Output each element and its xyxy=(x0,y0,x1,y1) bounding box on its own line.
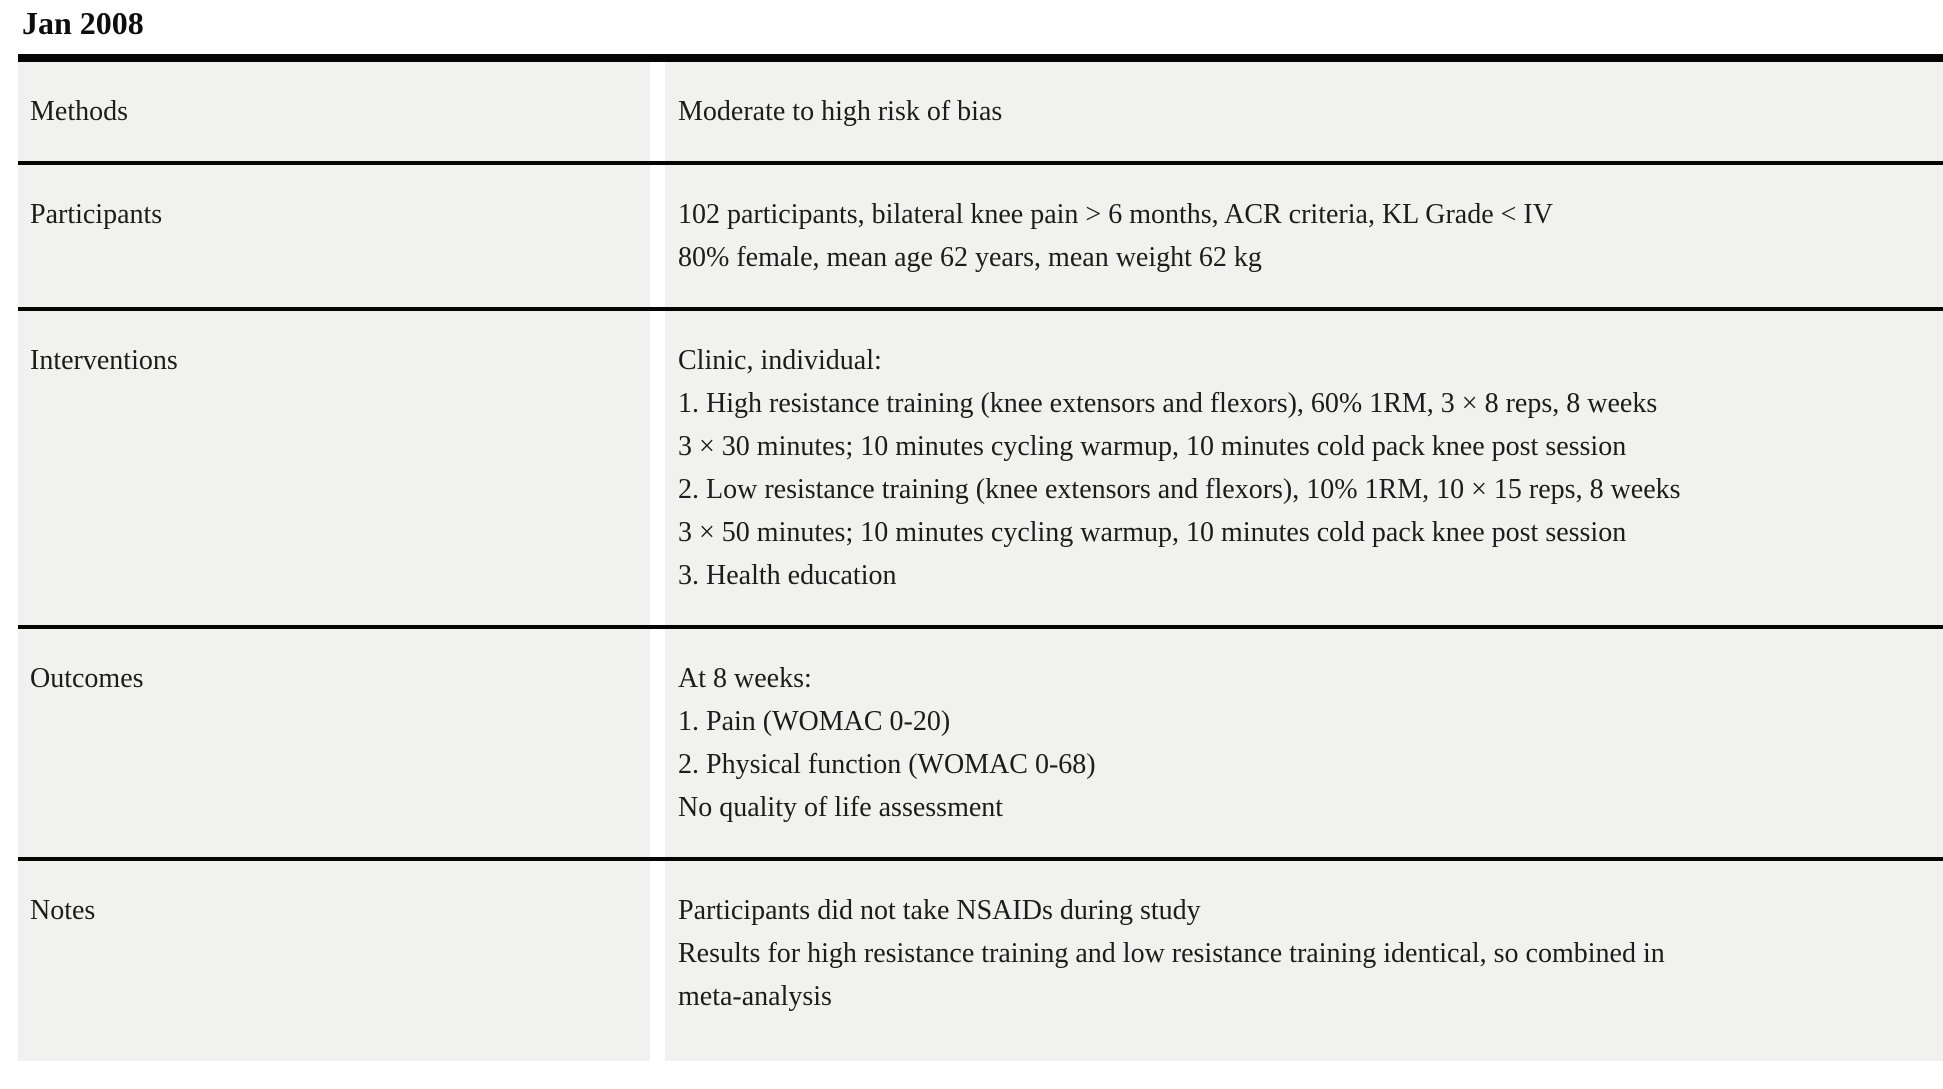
table-row-methods xyxy=(18,62,1943,165)
study-characteristics-table xyxy=(18,54,1943,1061)
content-line: 3. Health education xyxy=(678,560,897,591)
row-label-participants: Participants xyxy=(18,165,650,307)
row-content-notes xyxy=(665,861,1943,1061)
row-label-interventions: Interventions xyxy=(18,311,650,625)
content-line: Clinic, individual: xyxy=(678,345,882,376)
row-content-participants xyxy=(665,165,1943,307)
content-line: meta-analysis xyxy=(678,981,832,1012)
content-line: 2. Low resistance training (knee extensors and flexors), 10% 1RM, 10 × 15 reps, 8 weeks xyxy=(678,474,1681,505)
row-label-notes: Notes xyxy=(18,861,650,1061)
content-line: At 8 weeks: xyxy=(678,663,812,694)
content-line: Results for high resistance training and low resistance training identical, so combined in xyxy=(678,938,1665,969)
content-line: 102 participants, bilateral knee pain > 6 months, ACR criteria, KL Grade < IV xyxy=(678,199,1553,230)
row-label-outcomes: Outcomes xyxy=(18,629,650,857)
table-row-interventions xyxy=(18,311,1943,629)
content-line: 3 × 50 minutes; 10 minutes cycling warmup, 10 minutes cold pack knee post session xyxy=(678,517,1627,548)
column-gap xyxy=(650,311,665,625)
content-line: No quality of life assessment xyxy=(678,792,1004,823)
column-gap xyxy=(650,629,665,857)
table-row-notes xyxy=(18,861,1943,1061)
study-id-heading: Jan 2008 xyxy=(22,5,144,41)
content-line: 2. Physical function (WOMAC 0-68) xyxy=(678,749,1096,780)
column-gap xyxy=(650,62,665,161)
row-content-interventions xyxy=(665,311,1943,625)
content-line: 80% female, mean age 62 years, mean weight 62 kg xyxy=(678,242,1262,273)
content-line: Moderate to high risk of bias xyxy=(678,96,1003,127)
column-gap xyxy=(650,165,665,307)
row-content-methods xyxy=(665,62,1943,161)
content-line: 1. Pain (WOMAC 0-20) xyxy=(678,706,951,737)
content-line: 1. High resistance training (knee extensors and flexors), 60% 1RM, 3 × 8 reps, 8 weeks xyxy=(678,388,1658,419)
table-row-outcomes xyxy=(18,629,1943,861)
content-line: 3 × 30 minutes; 10 minutes cycling warmup, 10 minutes cold pack knee post session xyxy=(678,431,1627,462)
row-label-methods: Methods xyxy=(18,62,650,161)
column-gap xyxy=(650,861,665,1061)
table-row-participants xyxy=(18,165,1943,311)
content-line: Participants did not take NSAIDs during study xyxy=(678,895,1201,926)
row-content-outcomes xyxy=(665,629,1943,857)
